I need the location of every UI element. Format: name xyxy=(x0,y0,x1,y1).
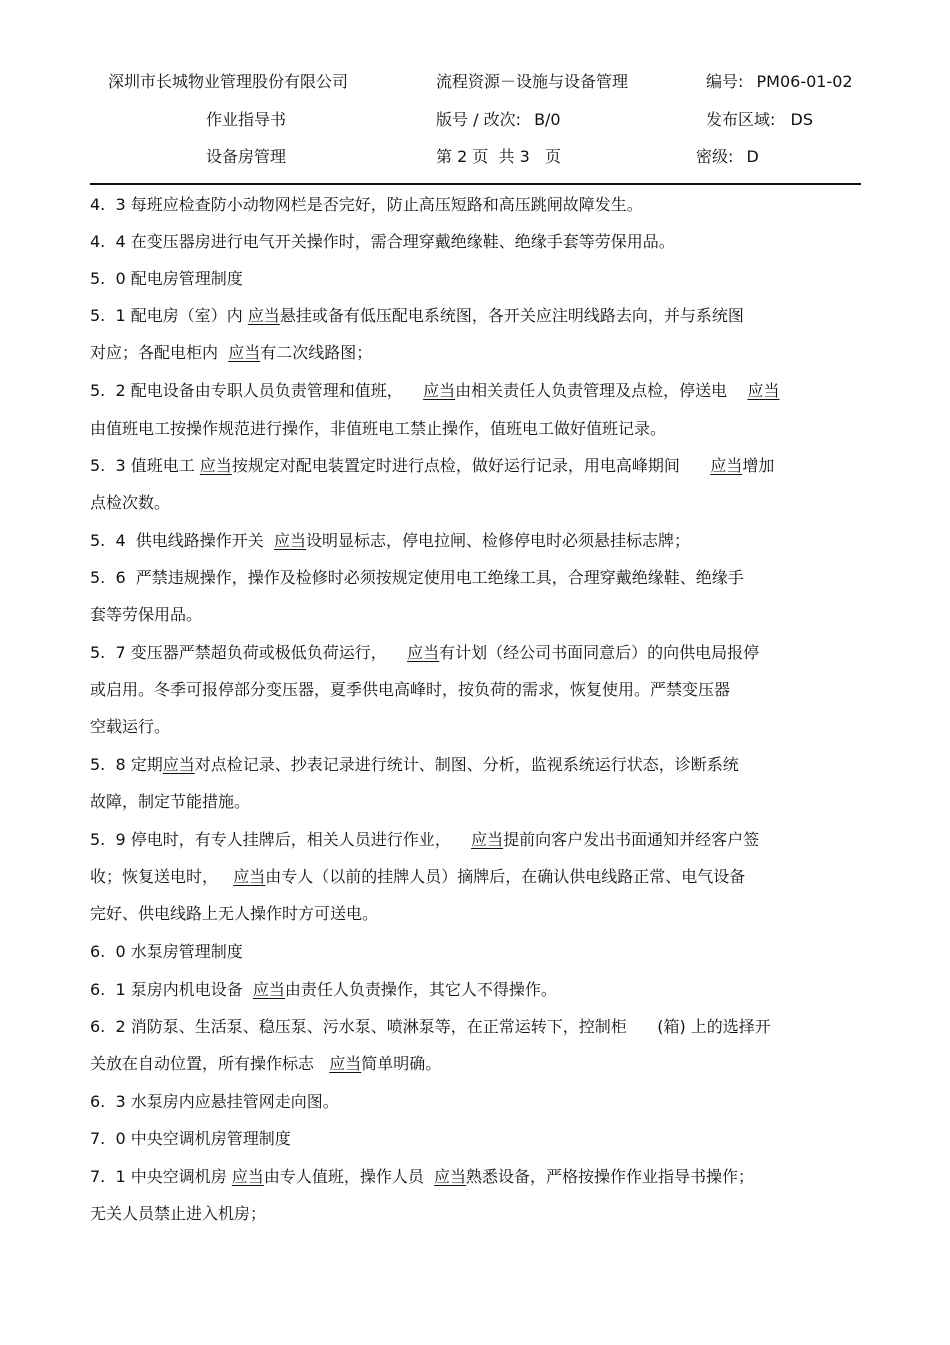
version-label: 版号 / 改次: xyxy=(436,110,521,129)
line-text: 关放在自动位置，所有操作标志 xyxy=(90,1054,330,1073)
doc-number-label: 编号: xyxy=(706,72,744,91)
body-line xyxy=(90,679,730,701)
line-text: 由相关责任人负责管理及点检，停送电 xyxy=(455,381,748,400)
line-text: 故障，制定节能措施。 xyxy=(90,792,251,811)
body-line xyxy=(90,866,745,888)
line-text: 7. 0 中央空调机房管理制度 xyxy=(90,1129,291,1148)
process-name: 流程资源－设施与设备管理 xyxy=(436,72,629,91)
line-text: 由责任人负责操作，其它人不得操作。 xyxy=(284,980,557,999)
release-area-value: DS xyxy=(790,110,813,129)
line-text: 按规定对配电装置定时进行点检，做好运行记录，用电高峰期间 xyxy=(231,456,711,475)
line-text: 5. 6 严禁违规操作，操作及检修时必须按规定使用电工绝缘工具，合理穿戴绝缘鞋、绝缘手 xyxy=(90,568,744,587)
body-line xyxy=(90,418,666,440)
release-area-label: 发布区域: xyxy=(706,110,776,129)
doc-number-value: PM06-01-02 xyxy=(756,72,853,91)
underlined-term: 应当 xyxy=(710,456,743,475)
body-line xyxy=(90,1091,339,1113)
line-text: 悬挂或备有低压配电系统图，各开关应注明线路去向，并与系统图 xyxy=(279,306,744,325)
line-text: 4. 3 每班应检查防小动物网栏是否完好，防止高压短路和高压跳闸故障发生。 xyxy=(90,195,643,214)
underlined-term: 应当 xyxy=(423,381,456,400)
line-text: 5. 0 配电房管理制度 xyxy=(90,269,243,288)
underlined-term: 应当 xyxy=(228,343,261,362)
line-text: 由值班电工按操作规范进行操作，非值班电工禁止操作，值班电工做好值班记录。 xyxy=(90,419,667,438)
underlined-term: 应当 xyxy=(471,830,504,849)
line-text: 空载运行。 xyxy=(90,717,171,736)
line-text: 4. 4 在变压器房进行电气开关操作时，需合理穿戴绝缘鞋、绝缘手套等劳保用品。 xyxy=(90,232,675,251)
body-line xyxy=(90,1128,291,1150)
body-line xyxy=(90,716,170,738)
body-line xyxy=(90,1166,754,1188)
underlined-term: 应当 xyxy=(407,643,440,662)
underlined-term: 应当 xyxy=(162,755,195,774)
body-line xyxy=(90,455,774,477)
underlined-term: 应当 xyxy=(329,1054,362,1073)
underlined-term: 应当 xyxy=(247,306,280,325)
body-line xyxy=(90,979,557,1001)
doc-number xyxy=(706,72,853,92)
body-line xyxy=(90,791,250,813)
body-line xyxy=(90,1053,441,1075)
line-text: 对点检记录、抄表记录进行统计、制图、分析，监视系统运行状态，诊断系统 xyxy=(194,755,739,774)
line-text: 5. 3 值班电工 xyxy=(90,456,200,475)
underlined-term: 应当 xyxy=(233,867,266,886)
header-divider xyxy=(90,183,861,185)
body-line xyxy=(90,492,170,514)
body-line xyxy=(90,1203,266,1225)
line-text: 套等劳保用品。 xyxy=(90,605,203,624)
secret-level-label: 密级: xyxy=(696,147,734,166)
body-line xyxy=(90,754,739,776)
body-line xyxy=(90,567,744,589)
line-text: 有二次线路图； xyxy=(260,343,373,362)
version xyxy=(436,110,561,130)
company-name: 深圳市长城物业管理股份有限公司 xyxy=(108,72,349,91)
line-text: 提前向客户发出书面通知并经客户签 xyxy=(503,830,760,849)
line-text: 由专人值班，操作人员 xyxy=(263,1167,434,1186)
line-text: 对应；各配电柜内 xyxy=(90,343,229,362)
body-line xyxy=(90,829,759,851)
body-line xyxy=(90,941,243,963)
doc-title: 设备房管理 xyxy=(206,147,287,166)
line-text: 7. 1 中央空调机房 xyxy=(90,1167,232,1186)
body-line xyxy=(90,1016,771,1038)
line-text: 完好、供电线路上无人操作时方可送电。 xyxy=(90,904,379,923)
line-text: 增加 xyxy=(742,456,775,475)
body-line xyxy=(90,194,643,216)
page-info: 第 2 页 共 3 页 xyxy=(436,147,562,166)
body-line xyxy=(90,305,744,327)
body-line xyxy=(90,342,372,364)
version-value: B/0 xyxy=(534,110,561,129)
line-text: 5. 9 停电时，有专人挂牌后，相关人员进行作业， xyxy=(90,830,472,849)
line-text: 6. 3 水泵房内应悬挂管网走向图。 xyxy=(90,1092,339,1111)
underlined-term: 应当 xyxy=(252,980,285,999)
line-text: 有计划（经公司书面同意后）的向供电局报停 xyxy=(439,643,760,662)
body-line xyxy=(90,530,690,552)
line-text: 简单明确。 xyxy=(361,1054,442,1073)
line-text: 或启用。冬季可报停部分变压器，夏季供电高峰时，按负荷的需求，恢复使用。严禁变压器 xyxy=(90,680,731,699)
line-text: 由专人（以前的挂牌人员）摘牌后，在确认供电线路正常、电气设备 xyxy=(265,867,746,886)
line-text: 5. 7 变压器严禁超负荷或极低负荷运行， xyxy=(90,643,408,662)
line-text: 6. 1 泵房内机电设备 xyxy=(90,980,253,999)
line-text: 5. 1 配电房（室）内 xyxy=(90,306,248,325)
line-text: 5. 2 配电设备由专职人员负责管理和值班， xyxy=(90,381,424,400)
underlined-term: 应当 xyxy=(747,381,780,400)
line-text: 6. 0 水泵房管理制度 xyxy=(90,942,243,961)
line-text: 点检次数。 xyxy=(90,493,171,512)
doc-type: 作业指导书 xyxy=(206,110,287,129)
body-line xyxy=(90,903,378,925)
secret-level xyxy=(696,147,759,167)
line-text: 设明显标志，停电拉闸、检修停电时必须悬挂标志牌； xyxy=(305,531,690,550)
line-text: 熟悉设备，严格按操作作业指导书操作； xyxy=(466,1167,755,1186)
body-line xyxy=(90,380,779,402)
secret-level-value: D xyxy=(746,147,759,166)
body-line xyxy=(90,231,675,253)
line-text: 6. 2 消防泵、生活泵、稳压泵、污水泵、喷淋泵等，在正常运转下，控制柜 (箱) 上的选择开 xyxy=(90,1017,771,1036)
line-text: 无关人员禁止进入机房； xyxy=(90,1204,267,1223)
line-text: 5. 8 定期 xyxy=(90,755,163,774)
release-area xyxy=(706,110,813,130)
line-text: 收；恢复送电时， xyxy=(90,867,234,886)
underlined-term: 应当 xyxy=(434,1167,467,1186)
underlined-term: 应当 xyxy=(231,1167,264,1186)
body-line xyxy=(90,604,202,626)
line-text: 5. 4 供电线路操作开关 xyxy=(90,531,274,550)
body-line xyxy=(90,642,759,664)
underlined-term: 应当 xyxy=(199,456,232,475)
underlined-term: 应当 xyxy=(273,531,306,550)
body-line xyxy=(90,268,243,290)
